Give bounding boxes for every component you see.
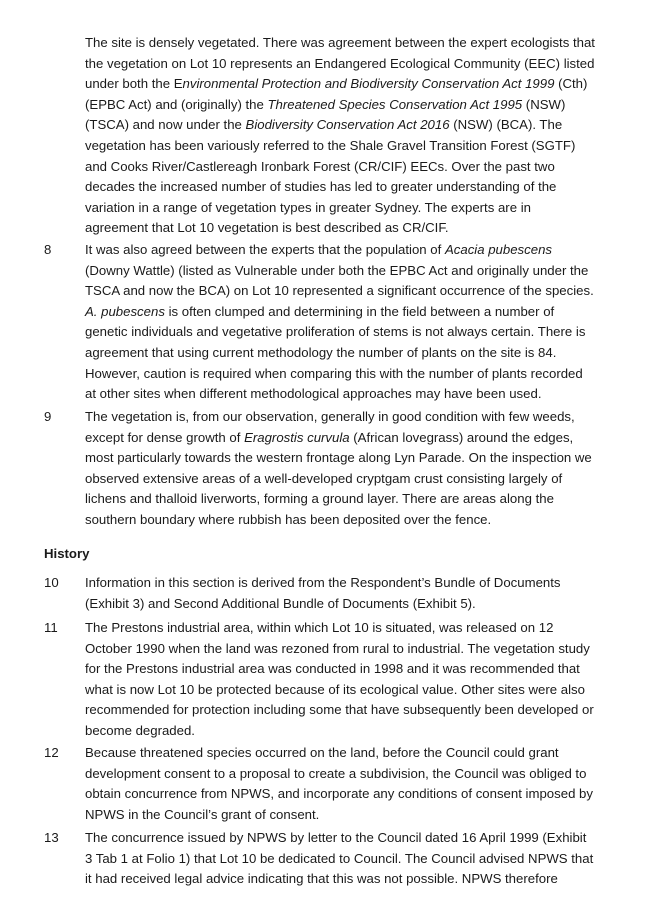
text-line <box>85 157 555 178</box>
text-line <box>85 115 562 136</box>
text-line <box>85 136 575 157</box>
text-run: (TSCA) and now under the <box>85 117 246 133</box>
text-run: the vegetation on Lot 10 represents an Endangered Ecological Community (EEC) listed <box>85 55 595 71</box>
text-line <box>85 721 195 742</box>
text-line <box>85 261 588 282</box>
text-run: recommended for protection including some that have subsequently been developed or <box>85 702 594 718</box>
text-run: It was also agreed between the experts that the population of <box>85 242 445 257</box>
text-run: 3 Tab 1 at Folio 1) that Lot 10 be dedicated to Council. The Council advised NPWS that <box>85 850 594 866</box>
text-line <box>85 384 541 405</box>
text-line <box>85 33 595 54</box>
section-heading: History <box>44 546 90 561</box>
text-run: (Cth) <box>554 76 588 92</box>
text-run: agreement that using current methodology the number of plants on the site is 84. <box>85 345 557 360</box>
text-line <box>85 764 586 785</box>
paragraph-number: 12 <box>44 745 59 760</box>
text-run: variation in a range of vegetation types in greater Sydney. The experts are in <box>85 199 531 215</box>
text-line <box>85 428 573 449</box>
text-run: most particularly towards the western frontage along Lyn Parade. On the inspection we <box>85 450 592 466</box>
text-run: for the Prestons industrial area was conducted in 1998 and it was recommended that <box>85 661 580 677</box>
text-run: TSCA and now the BCA) on Lot 10 represented a significant occurrence of the species. <box>85 283 594 299</box>
text-line <box>85 849 593 870</box>
text-line <box>85 177 556 198</box>
text-run: except for dense growth of <box>85 429 245 445</box>
text-line <box>85 743 559 764</box>
text-run: lichens and thalloid liverworts, forming a ground layer. There are areas along the <box>85 491 554 507</box>
text-line <box>85 218 449 239</box>
text-line <box>85 510 491 531</box>
text-line <box>85 594 476 615</box>
text-run: obtain concurrence from NPWS, and incorporate any conditions of consent imposed by <box>85 786 593 802</box>
text-run: what is now Lot 10 be protected because of its ecological value. Other sites were also <box>85 681 585 697</box>
text-run: NPWS in the Council’s grant of consent. <box>85 806 320 822</box>
text-line <box>85 448 592 469</box>
text-run: agreement that Lot 10 vegetation is best described as CR/CIF. <box>85 220 449 236</box>
text-run: However, caution is required when comparing this with the number of plants recorded <box>85 365 583 381</box>
italic-text: A. pubescens <box>85 303 165 319</box>
text-line <box>85 469 562 490</box>
text-line <box>85 639 590 660</box>
italic-text: Acacia pubescens <box>444 242 553 257</box>
text-run: (Downy Wattle) (listed as Vulnerable under both the EPBC Act and originally under the <box>85 262 589 278</box>
paragraph-number: 8 <box>44 242 52 257</box>
text-line <box>85 198 531 219</box>
text-line <box>85 322 585 343</box>
text-line <box>85 364 583 385</box>
text-run: (NSW) <box>522 96 566 112</box>
text-run: Information in this section is derived from the Respondent’s Bundle of Documents <box>85 575 561 590</box>
text-run: vegetation has been variously referred to the Shale Gravel Transition Forest (SGTF) <box>85 138 576 153</box>
text-run: observed extensive areas of a well-developed cryptgam crust consisting largely of <box>85 470 563 486</box>
text-line <box>85 680 585 701</box>
text-line <box>85 489 554 510</box>
paragraph-number: 9 <box>44 409 52 424</box>
italic-text: Eragrostis curvula <box>244 429 350 445</box>
text-run: The vegetation is, from our observation, generally in good condition with few weeds, <box>85 409 575 424</box>
text-run: The Prestons industrial area, within which Lot 10 is situated, was released on 12 <box>85 620 554 635</box>
text-line <box>85 618 553 639</box>
text-line <box>85 805 319 826</box>
text-run: under both the E <box>85 76 183 92</box>
text-run: October 1990 when the land was rezoned from rural to industrial. The vegetation study <box>85 640 590 656</box>
text-line <box>85 343 556 364</box>
text-run: decades the increased number of studies has led to greater understanding of the <box>85 179 557 195</box>
text-line <box>85 54 594 75</box>
text-run: (African lovegrass) around the edges, <box>349 429 574 445</box>
italic-text: nvironmental Protection and Biodiversity Conservation Act 1999 <box>182 76 555 92</box>
text-line <box>85 74 587 95</box>
text-run: (EPBC Act) and (originally) the <box>85 96 268 112</box>
text-run: Because threatened species occurred on the land, before the Council could grant <box>85 745 559 760</box>
text-run: (NSW) (BCA). The <box>449 117 563 133</box>
text-run: The site is densely vegetated. There was agreement between the expert ecologists that <box>85 35 595 50</box>
text-line <box>85 700 594 721</box>
paragraph-number: 11 <box>44 620 58 635</box>
text-line <box>85 302 554 323</box>
text-line <box>85 869 558 890</box>
text-line <box>85 407 575 428</box>
text-run: at other sites when different methodological approaches may have been used. <box>85 386 542 402</box>
text-line <box>85 828 586 849</box>
text-line <box>85 659 580 680</box>
text-run: and Cooks River/Castlereagh Ironbark Forest (CR/CIF) EECs. Over the past two <box>85 158 555 174</box>
text-line <box>85 573 561 594</box>
text-line <box>85 240 552 261</box>
text-run: is often clumped and determining in the field between a number of <box>164 303 555 319</box>
text-run: genetic individuals and vegetative proliferation of stems is not always certain. There is <box>85 324 586 340</box>
text-line <box>85 281 594 302</box>
text-run: southern boundary where rubbish has been deposited over the fence. <box>85 512 492 527</box>
text-run: become degraded. <box>85 723 195 738</box>
text-line <box>85 95 565 116</box>
italic-text: Threatened Species Conservation Act 1995 <box>267 96 523 112</box>
text-run: development consent to a proposal to create a subdivision, the Council was obliged to <box>85 765 587 781</box>
italic-text: Biodiversity Conservation Act 2016 <box>245 117 450 133</box>
paragraph-number: 10 <box>44 575 59 590</box>
text-run: it had received legal advice indicating that this was not possible. NPWS therefore <box>85 871 558 887</box>
text-run: (Exhibit 3) and Second Additional Bundle of Documents (Exhibit 5). <box>85 595 476 611</box>
text-run: The concurrence issued by NPWS by letter to the Council dated 16 April 1999 (Exhibit <box>85 830 587 845</box>
paragraph-number: 13 <box>44 830 59 845</box>
text-line <box>85 784 593 805</box>
